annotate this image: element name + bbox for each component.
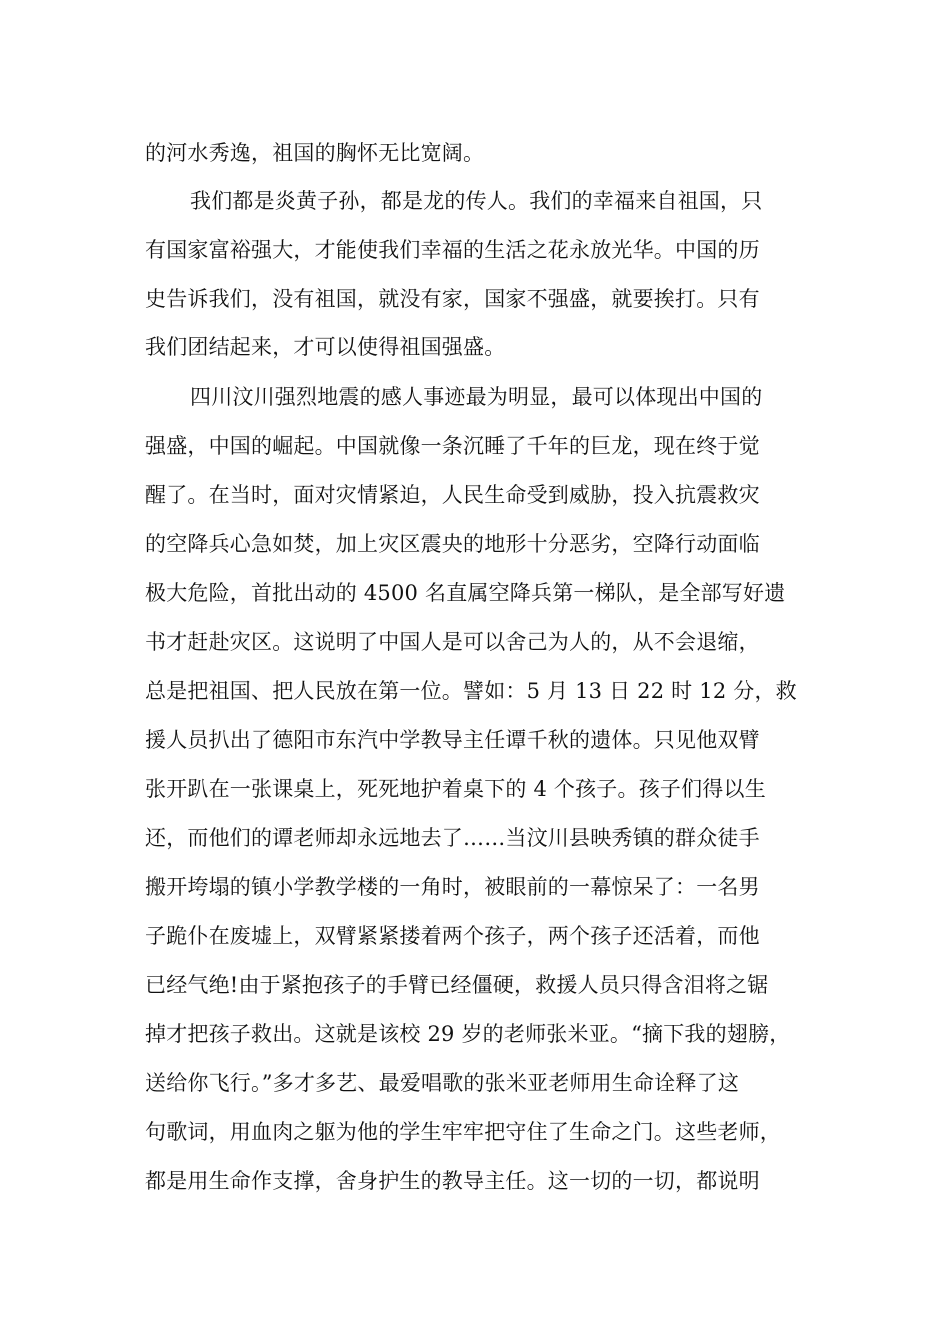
paragraph-start-line: 我们都是炎黄子孙，都是龙的传人。我们的幸福来自祖国，只 xyxy=(190,189,763,213)
text-line: 掉才把孩子救出。这就是该校 29 岁的老师张米亚。“摘下我的翅膀， xyxy=(145,1022,791,1046)
text-line: 极大危险，首批出动的 4500 名直属空降兵第一梯队，是全部写好遗 xyxy=(145,581,786,605)
text-line: 我们团结起来，才可以使得祖国强盛。 xyxy=(145,335,506,359)
text-line: 送给你飞行。”多才多艺、最爱唱歌的张米亚老师用生命诠释了这 xyxy=(145,1071,740,1095)
text-line: 的空降兵心急如焚，加上灾区震央的地形十分恶劣，空降行动面临 xyxy=(145,532,760,556)
text-line: 史告诉我们，没有祖国，就没有家，国家不强盛，就要挨打。只有 xyxy=(145,287,760,311)
text-line: 还，而他们的谭老师却永远地去了……当汶川县映秀镇的群众徒手 xyxy=(145,826,760,850)
text-line: 句歌词，用血肉之躯为他的学生牢牢把守住了生命之门。这些老师， xyxy=(145,1120,781,1144)
text-line: 强盛，中国的崛起。中国就像一条沉睡了千年的巨龙，现在终于觉 xyxy=(145,434,760,458)
text-line: 总是把祖国、把人民放在第一位。譬如：5 月 13 日 22 时 12 分，救 xyxy=(145,679,797,703)
text-line: 援人员扒出了德阳市东汽中学教导主任谭千秋的遗体。只见他双臂 xyxy=(145,728,760,752)
text-line: 搬开垮塌的镇小学教学楼的一角时，被眼前的一幕惊呆了：一名男 xyxy=(145,875,760,899)
text-line: 都是用生命作支撑，舍身护生的教导主任。这一切的一切，都说明 xyxy=(145,1169,760,1193)
text-line: 醒了。在当时，面对灾情紧迫，人民生命受到威胁，投入抗震救灾 xyxy=(145,483,760,507)
text-line: 有国家富裕强大，才能使我们幸福的生活之花永放光华。中国的历 xyxy=(145,238,760,262)
text-line: 子跪仆在废墟上，双臂紧紧搂着两个孩子，两个孩子还活着，而他 xyxy=(145,924,760,948)
paragraph-start-line: 四川汶川强烈地震的感人事迹最为明显，最可以体现出中国的 xyxy=(190,385,763,409)
text-line: 已经气绝!由于紧抱孩子的手臂已经僵硬，救援人员只得含泪将之锯 xyxy=(145,973,769,997)
text-line: 张开趴在一张课桌上，死死地护着桌下的 4 个孩子。孩子们得以生 xyxy=(145,777,766,801)
text-line: 的河水秀逸，祖国的胸怀无比宽阔。 xyxy=(145,141,485,165)
text-line: 书才赶赴灾区。这说明了中国人是可以舍己为人的，从不会退缩， xyxy=(145,630,760,654)
